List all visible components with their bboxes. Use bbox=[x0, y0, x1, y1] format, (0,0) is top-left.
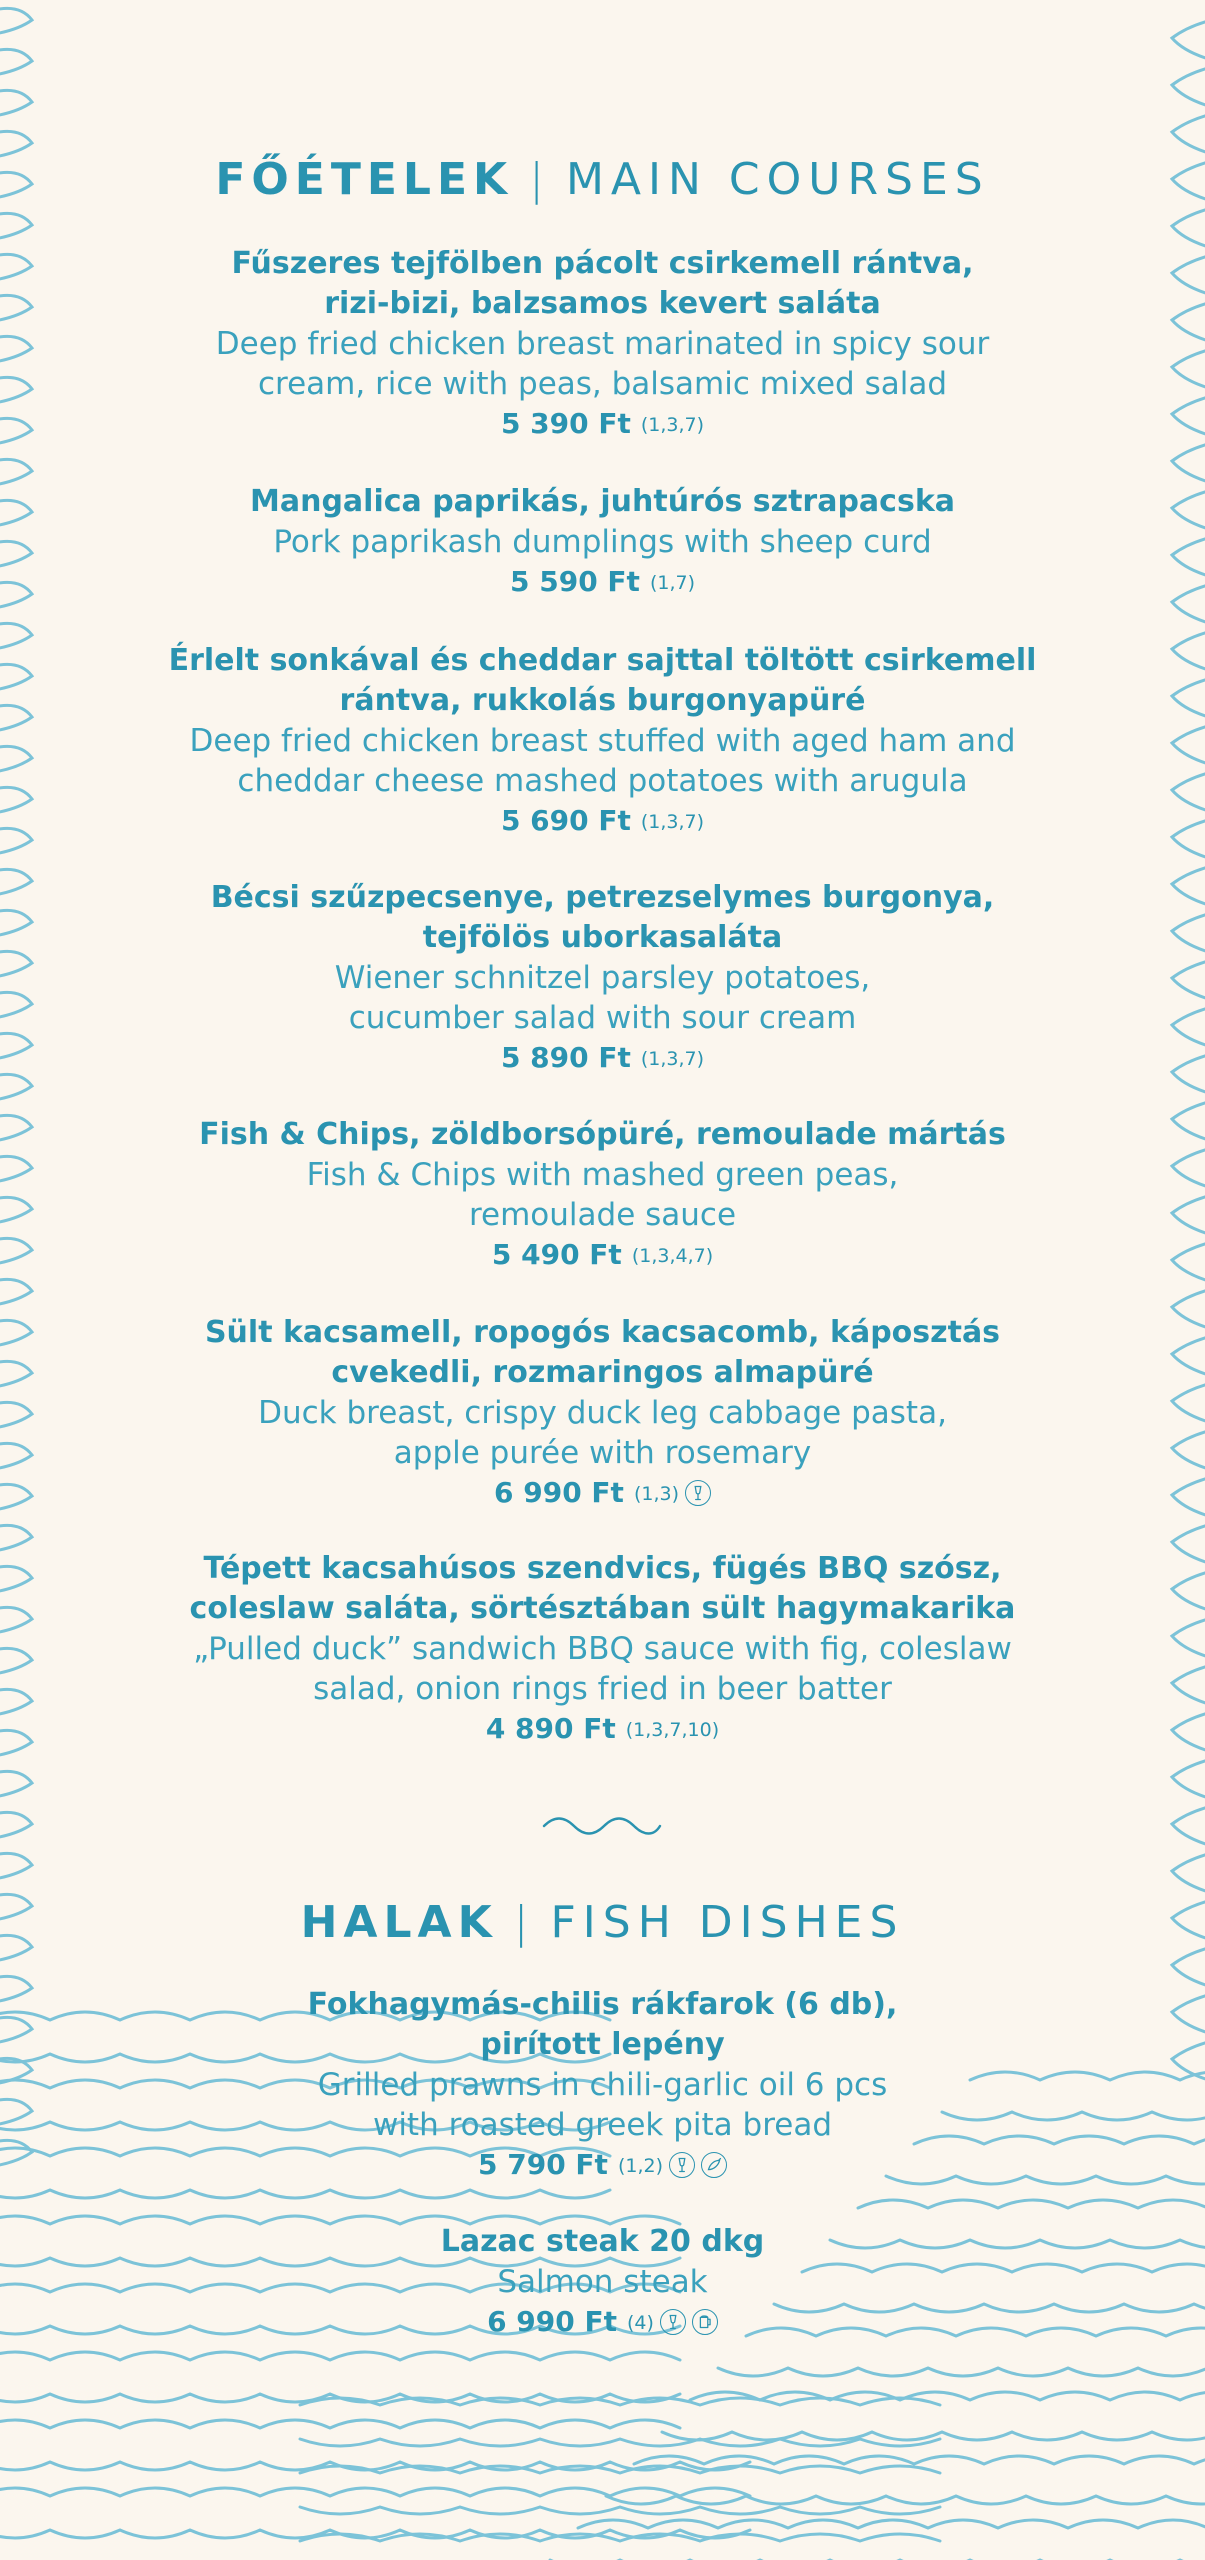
dish-name-hu: Fokhagymás-chilis rákfarok (6 db), bbox=[307, 1987, 898, 2022]
price-row bbox=[0, 1709, 1205, 1750]
price-row bbox=[0, 2145, 1205, 2186]
dish-price: 5 590 Ft bbox=[510, 565, 640, 598]
section-header-fish-dishes bbox=[0, 1897, 1205, 1948]
menu-item bbox=[0, 2222, 1205, 2343]
dish-price: 5 790 Ft bbox=[478, 2148, 608, 2181]
section-title-hu: FŐÉTELEK bbox=[215, 154, 514, 205]
allergen-codes: (1,3,4,7) bbox=[631, 1245, 714, 1267]
dish-name-en: Deep fried chicken breast stuffed with aged ham and bbox=[189, 723, 1016, 759]
price-row bbox=[0, 1473, 1205, 1514]
dish-name-en: cream, rice with peas, balsamic mixed salad bbox=[257, 366, 948, 402]
dish-name-en: Grilled prawns in chili-garlic oil 6 pcs bbox=[317, 2067, 888, 2103]
allergen-codes: (1,3,7) bbox=[640, 414, 705, 436]
dish-name-hu: Lazac steak 20 dkg bbox=[440, 2224, 765, 2259]
dish-name-hu: rántva, rukkolás burgonyapüré bbox=[339, 683, 866, 718]
allergen-codes: (1,3,7) bbox=[640, 1048, 705, 1070]
price-row bbox=[0, 562, 1205, 603]
dish-name-hu: Sült kacsamell, ropogós kacsacomb, káposztás bbox=[204, 1315, 1001, 1350]
section-header-main-courses bbox=[0, 154, 1205, 205]
spicy-icon bbox=[701, 2152, 727, 2178]
dish-name-hu: pirított lepény bbox=[480, 2027, 725, 2062]
dish-name-en: cucumber salad with sour cream bbox=[348, 1000, 857, 1036]
dish-name-hu: rizi-bizi, balzsamos kevert saláta bbox=[324, 286, 881, 321]
menu-item bbox=[0, 1115, 1205, 1276]
section-title-hu: HALAK bbox=[300, 1897, 498, 1948]
dish-name-en: cheddar cheese mashed potatoes with arugula bbox=[237, 763, 968, 799]
dish-price: 5 690 Ft bbox=[500, 804, 631, 837]
dish-name-en: Duck breast, crispy duck leg cabbage pasta, bbox=[258, 1395, 947, 1431]
menu-item bbox=[0, 1313, 1205, 1514]
allergen-codes: (1,3,7) bbox=[640, 811, 705, 833]
dish-name-en: Wiener schnitzel parsley potatoes, bbox=[334, 960, 871, 996]
dish-price: 6 990 Ft bbox=[487, 2305, 617, 2338]
dish-name-en: „Pulled duck” sandwich BBQ sauce with fig, coleslaw bbox=[193, 1631, 1012, 1667]
dish-name-hu: Mangalica paprikás, juhtúrós sztrapacska bbox=[249, 484, 956, 519]
allergen-codes: (4) bbox=[627, 2312, 654, 2334]
wine-pairing-icon bbox=[660, 2309, 686, 2335]
price-row bbox=[0, 2302, 1205, 2343]
wine-pairing-icon bbox=[669, 2152, 695, 2178]
dish-name-en: Deep fried chicken breast marinated in spicy sour bbox=[215, 326, 990, 362]
menu-item bbox=[0, 1549, 1205, 1750]
menu-item bbox=[0, 878, 1205, 1079]
dish-name-en: Salmon steak bbox=[497, 2264, 708, 2300]
dish-name-hu: tejfölös uborkasaláta bbox=[422, 920, 783, 955]
menu-item bbox=[0, 641, 1205, 842]
dish-price: 5 390 Ft bbox=[500, 407, 631, 440]
price-row bbox=[0, 404, 1205, 445]
allergen-codes: (1,2) bbox=[617, 2155, 663, 2177]
allergen-codes: (1,7) bbox=[649, 572, 695, 594]
section-separator: | bbox=[513, 1897, 535, 1948]
beer-pairing-icon bbox=[692, 2309, 718, 2335]
dish-name-en: Pork paprikash dumplings with sheep curd bbox=[273, 524, 932, 560]
dish-name-en: Fish & Chips with mashed green peas, bbox=[306, 1157, 899, 1193]
dish-name-hu: cvekedli, rozmaringos almapüré bbox=[331, 1355, 874, 1390]
dish-name-hu: Érlelt sonkával és cheddar sajttal töltött csirkemell bbox=[168, 643, 1037, 678]
allergen-codes: (1,3,7,10) bbox=[625, 1719, 720, 1741]
price-row bbox=[0, 1038, 1205, 1079]
dish-name-en: remoulade sauce bbox=[468, 1197, 737, 1233]
dish-price: 4 890 Ft bbox=[485, 1712, 616, 1745]
menu-item bbox=[0, 1985, 1205, 2186]
dish-name-en: with roasted greek pita bread bbox=[372, 2107, 833, 2143]
allergen-codes: (1,3) bbox=[633, 1483, 679, 1505]
dish-price: 5 890 Ft bbox=[500, 1041, 631, 1074]
dish-name-hu: Fűszeres tejfölben pácolt csirkemell rántva, bbox=[231, 246, 974, 281]
dish-price: 6 990 Ft bbox=[494, 1476, 624, 1509]
dish-name-hu: Fish & Chips, zöldborsópüré, remoulade mártás bbox=[199, 1117, 1006, 1152]
wave-divider-icon bbox=[542, 1812, 662, 1840]
dish-name-hu: Tépett kacsahúsos szendvics, fügés BBQ szósz, bbox=[203, 1551, 1002, 1586]
price-row bbox=[0, 801, 1205, 842]
menu-item bbox=[0, 244, 1205, 445]
section-title-en: MAIN COURSES bbox=[565, 154, 990, 205]
dish-name-en: apple purée with rosemary bbox=[393, 1435, 812, 1471]
price-row bbox=[0, 1235, 1205, 1276]
dish-name-en: salad, onion rings fried in beer batter bbox=[313, 1671, 892, 1707]
wine-pairing-icon bbox=[685, 1480, 711, 1506]
dish-name-hu: coleslaw saláta, sörtésztában sült hagymakarika bbox=[189, 1591, 1016, 1626]
dish-name-hu: Bécsi szűzpecsenye, petrezselymes burgonya, bbox=[210, 880, 995, 915]
dish-price: 5 490 Ft bbox=[491, 1238, 622, 1271]
section-separator: | bbox=[529, 154, 550, 205]
section-title-en: FISH DISHES bbox=[550, 1897, 905, 1948]
menu-item bbox=[0, 482, 1205, 603]
